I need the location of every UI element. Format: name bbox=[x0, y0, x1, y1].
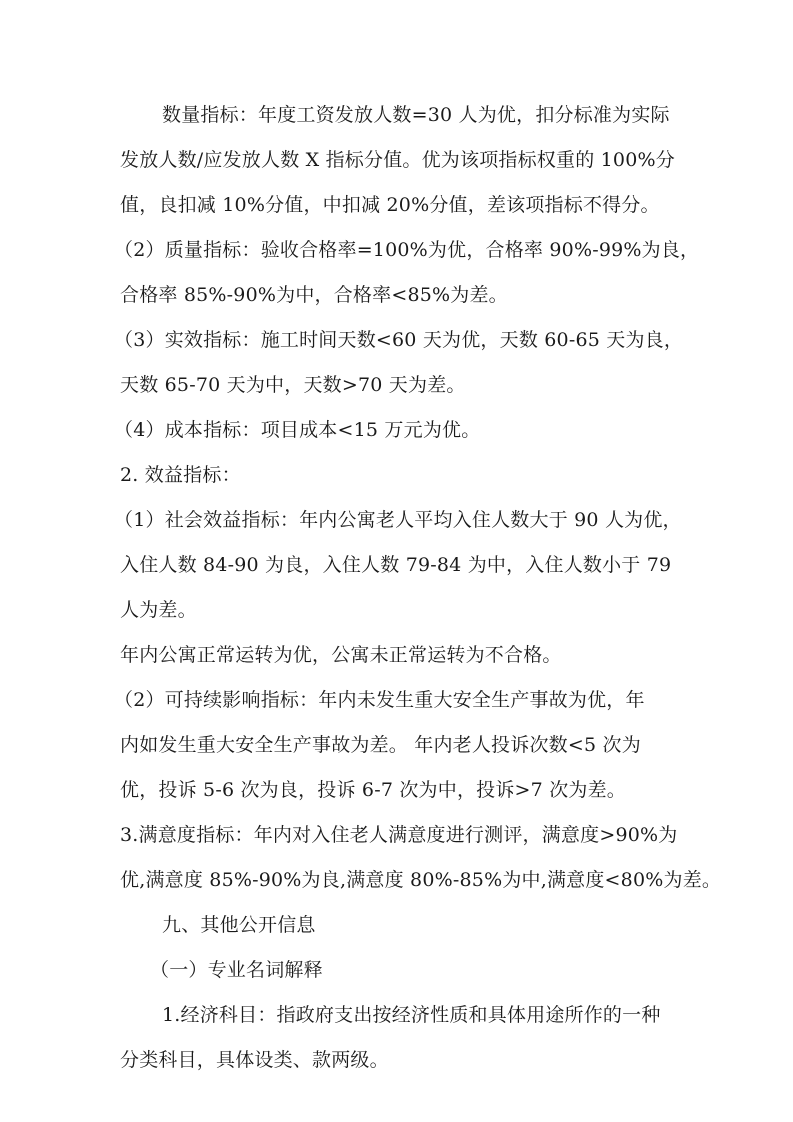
subsection-heading: （一）专业名词解释 bbox=[150, 959, 323, 981]
text-line: 3.满意度指标：年内对入住老人满意度进行测评，满意度>90%为 bbox=[120, 824, 678, 846]
text-line: 人为差。 bbox=[120, 599, 197, 621]
text-line: 数量指标：年度工资发放人数=30 人为优，扣分标准为实际 bbox=[162, 104, 670, 126]
text-line: 2. 效益指标： bbox=[120, 464, 241, 486]
text-line: （4）成本指标：项目成本<15 万元为优。 bbox=[114, 419, 481, 441]
text-line: 分类科目，具体设类、款两级。 bbox=[120, 1049, 389, 1071]
text-line: 合格率 85%-90%为中，合格率<85%为差。 bbox=[120, 284, 508, 306]
text-line: 优，投诉 5-6 次为良，投诉 6-7 次为中，投诉>7 次为差。 bbox=[120, 779, 627, 801]
text-line: 年内公寓正常运转为优，公寓未正常运转为不合格。 bbox=[120, 644, 562, 666]
text-line: 入住人数 84-90 为良，入住人数 79-84 为中，入住人数小于 79 bbox=[120, 554, 672, 576]
text-line: 优,满意度 85%-90%为良,满意度 80%-85%为中,满意度<80%为差。 bbox=[120, 869, 722, 891]
text-line: （2）可持续影响指标：年内未发生重大安全生产事故为优，年 bbox=[114, 689, 645, 711]
text-line: （3）实效指标：施工时间天数<60 天为优，天数 60-65 天为良， bbox=[114, 329, 684, 351]
text-line: 发放人数/应发放人数 X 指标分值。优为该项指标权重的 100%分 bbox=[120, 149, 675, 171]
text-line: 值，良扣减 10%分值，中扣减 20%分值，差该项指标不得分。 bbox=[120, 194, 660, 216]
section-heading: 九、其他公开信息 bbox=[162, 914, 316, 936]
text-line: 内如发生重大安全生产事故为差。 年内老人投诉次数<5 次为 bbox=[120, 734, 641, 756]
text-line: 天数 65-70 天为中，天数>70 天为差。 bbox=[120, 374, 466, 396]
text-line: （2）质量指标：验收合格率=100%为优，合格率 90%-99%为良， bbox=[114, 239, 700, 261]
text-line: （1）社会效益指标：年内公寓老人平均入住人数大于 90 人为优， bbox=[114, 509, 682, 531]
text-line: 1.经济科目：指政府支出按经济性质和具体用途所作的一种 bbox=[162, 1004, 661, 1026]
